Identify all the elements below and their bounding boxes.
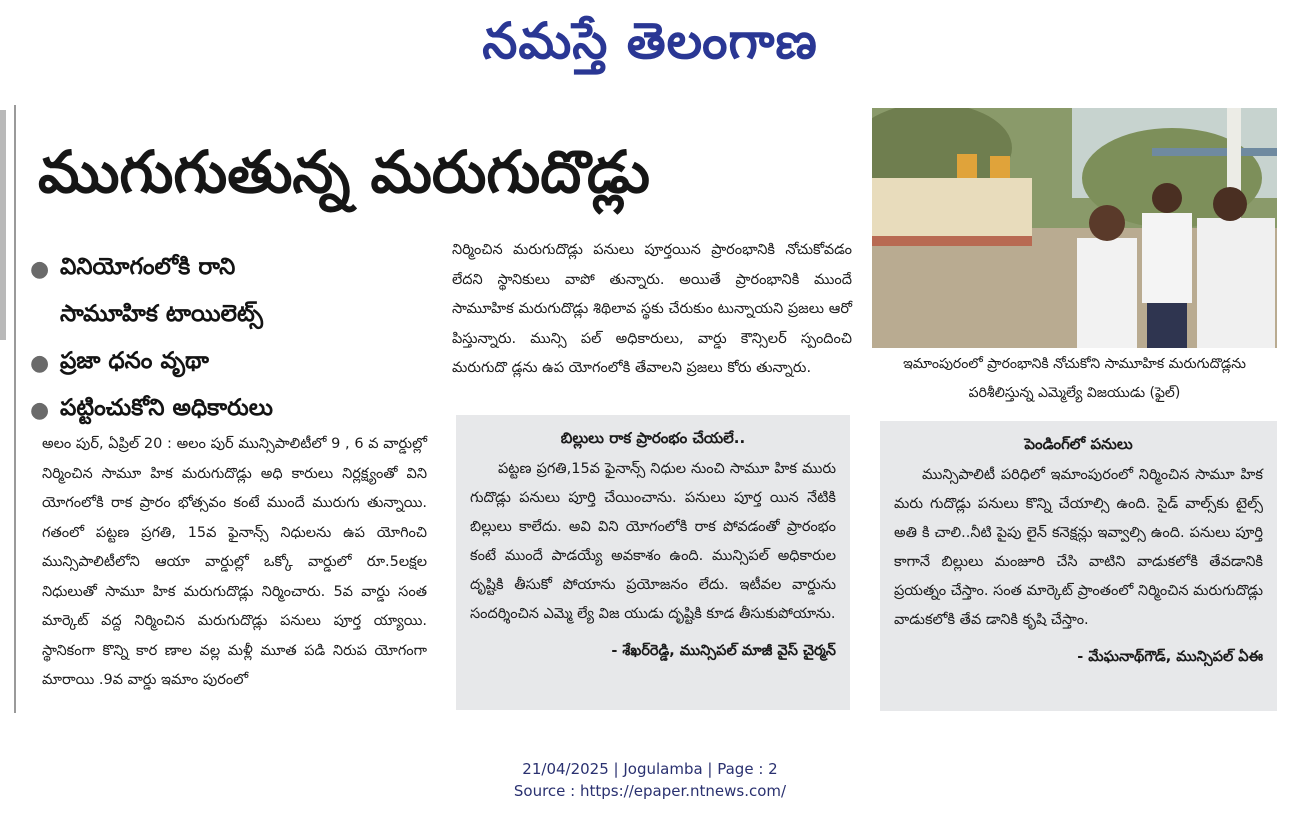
page-footer: [0, 758, 1300, 802]
box-title: పెండింగ్‌లో పనులు: [1024, 435, 1133, 453]
bullet-dot-icon: ●: [30, 351, 50, 376]
adjacent-column-strip: [0, 110, 6, 340]
box-body: మున్సిపాలిటీ పరిధిలో ఇమాంపురంలో నిర్మించిన సామూ హిక మరు గుదొడ్లు పనులు కొన్ని చేయాల్సి ఉంది. సైడ్ వాల్స్‌కు టైల్స్ అతి కి చాలి..నీటి పైపు లైన్ కనెక్షన్లు ఇవ్వాల్సి ఉంది. పనులు పూర్తి కాగానే బిల్లులు మంజూరి చేసి వాటిని వాడుకలోకి తేవడానికి ప్రయత్నం చేస్తాం. సంత మార్కెట్ ప్రాంతంలో నిర్మించిన మరుగుదొడ్లు వాడుకలోకి తేవ డానికి కృషి చేస్తాం.: [894, 467, 1263, 628]
article-body-column-1: అలం పుర్, ఏప్రిల్ 20 : అలం పుర్ మున్సిపాలిటీలో 9 , 6 వ వార్డుల్లో నిర్మించిన సామూ హిక మరుగుదొడ్లు అధి కారులు నిర్లక్ష్యంతో విని యోగంలోకి రాక ప్రారం భోత్సవం కంటే ముందే మురుగు తున్నాయి. గతంలో పట్టణ ప్రగతి, 15వ ఫైనాన్స్ నిధులను ఉప యోగించి మున్సిపాలిటీలోని ఆయా వార్డుల్లో ఒక్కో వార్డులో రూ.5లక్షల నిధులుతో సామూ హిక మరుగుదొడ్లు నిర్మించారు. 5వ వార్డు సంత మార్కెట్ వద్ద నిర్మించిన మరుగుదొడ్లు పనులు పూర్త య్యాయి. స్థానికంగా కొన్ని కార ణాల వల్ల మళ్లీ మూత పడి నిరుప యోగంగా మారాయి .9వ వార్డు ఇమాం పురంలో: [42, 436, 427, 688]
bullet-dot-icon: ●: [30, 398, 50, 423]
highlight-bullets: [30, 246, 430, 434]
footer-source: Source : https://epaper.ntnews.com/: [513, 782, 787, 800]
photo-caption: ఇమాంపురంలో ప్రారంభానికి నోచుకోని సామూహిక మరుగుదొడ్లను పరిశీలిస్తున్న ఎమ్మెల్యే విజయుడు (ఫైల్): [903, 356, 1246, 401]
bullet-item-continuation: సామూహిక టాయిలెట్స్: [60, 300, 264, 327]
box-body: పట్టణ ప్రగతి,15వ ఫైనాన్స్ నిధుల నుంచి సామూ హిక మురు గుదొడ్లు పనులు పూర్తి చేయించాను. పనులు పూర్త యిన నేటికి బిల్లులు కాలేదు. అవి విని యోగంలోకి రాక పోవడంతో ప్రారంభం కంటే ముందే పాడయ్యే అవకాశం ఉంది. మున్సిపల్ అధికారుల దృష్టికి తీసుకో పోయాను ప్రయోజనం లేదు. ఇటీవల వార్డును సందర్శించిన ఎమ్మె ల్యే విజ యుడు దృష్టికి కూడ తీసుకుపోయాను.: [470, 461, 836, 622]
sidebar-quote-box-1: [456, 415, 850, 710]
headline: ముగుగుతున్న మరుగుదొడ్లు: [38, 138, 650, 206]
bullet-item: ● వినియోగంలోకి రాని: [30, 253, 236, 282]
box-signature: - మేఘనాథ్‌గౌడ్, మున్సిపల్ ఏఈ: [1077, 649, 1263, 665]
sidebar-quote-box-2: [880, 421, 1277, 711]
bullet-dot-icon: ●: [30, 257, 50, 282]
box-signature: - శేఖర్‌రెడ్డి, మున్సిపల్ మాజీ వైస్ చైర్మన్: [611, 643, 836, 659]
news-photo: [872, 108, 1277, 348]
box-title: బిల్లులు రాక ప్రారంభం చేయలే..: [560, 429, 746, 447]
footer-date-edition: 21/04/2025 | Jogulamba | Page : 2: [522, 760, 778, 778]
bullet-item: ● పట్టించుకోని అధికారులు: [30, 394, 273, 423]
article-body-column-2: నిర్మించిన మరుగుదొడ్లు పనులు పూర్తయిన ప్రారంభానికి నోచుకోవడం లేదని స్థానికులు వాపో తున్నారు. అయితే ప్రారంభానికి ముందే సామూహిక మరుగుదొడ్లు శిథిలావ స్థకు చేరుకుం టున్నాయని ప్రజలు ఆరో పిస్తున్నారు. మున్సి పల్ అధికారులు, వార్డు కౌన్సిలర్ స్పందించి మరుగుదొ డ్లను ఉప యోగంలోకి తేవాలని ప్రజలు కోరు తున్నారు.: [452, 242, 852, 376]
column-divider: [14, 105, 16, 713]
masthead-logo: నమస్తే తెలంగాణ: [482, 12, 818, 70]
bullet-item: ● ప్రజా ధనం వృథా: [30, 347, 209, 376]
